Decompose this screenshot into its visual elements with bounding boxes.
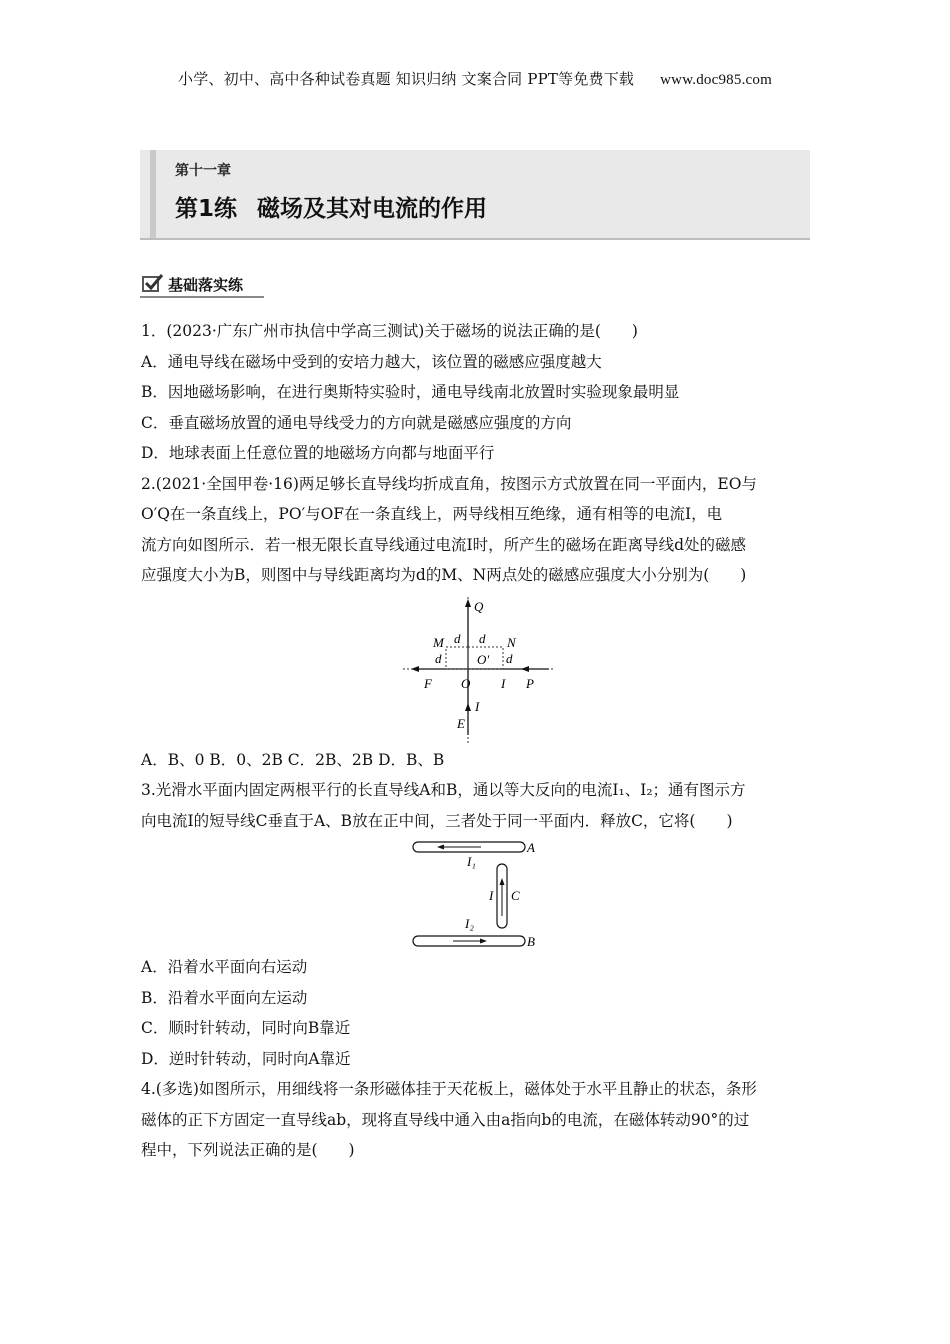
site-header-text: 小学、初中、高中各种试卷真题 知识归纳 文案合同 PPT等免费下载 [178,70,635,88]
q2-line-2: O′Q在一条直线上，PO′与OF在一条直线上，两导线相互绝缘，通有相等的电流I，电 [141,505,723,523]
q2-line-1: 2.(2021·全国甲卷·16)两足够长直导线均折成直角，按图示方式放置在同一平面内，EO与 [141,474,757,493]
label-m: M [433,634,444,650]
q2-figure [141,593,813,745]
label-i1: I₁ [467,854,476,869]
section-heading [140,272,264,298]
lesson-title [175,190,487,223]
q3-option-b: B．沿着水平面向左运动 [141,988,308,1007]
label-i-horizontal: I [501,675,506,691]
q3-line-2: 向电流I的短导线C垂直于A、B放在正中间，三者处于同一平面内．释放C，它将( ) [141,811,733,830]
lesson-name: 磁场及其对电流的作用 [257,196,488,222]
q3-option-a: A．沿着水平面向右运动 [141,958,308,976]
checkbox-check-icon [142,273,164,293]
label-i-vertical: I [475,698,480,714]
q2-line-3: 流方向如图所示．若一根无限长直导线通过电流I时，所产生的磁场在距离导线d处的磁感 [141,535,747,554]
label-f: F [424,675,432,691]
label-c: C [511,888,520,903]
site-header [0,68,950,89]
q2-line-4: 应强度大小为B，则图中与导线距离均为d的M、N两点处的磁感应强度大小分别为( ) [141,566,747,584]
label-i-short: I [489,888,494,903]
label-d-top-right: d [479,630,486,646]
q4-line-3: 程中，下列说法正确的是( ) [141,1141,355,1159]
q1-stem: 1．(2023·广东广州市执信中学高三测试)关于磁场的说法正确的是( ) [141,322,638,340]
chapter-banner [140,150,810,240]
chapter-label: 第十一章 [175,163,231,179]
banner-accent-bar [150,150,156,238]
label-q: Q [474,598,484,614]
q1-option-a: A．通电导线在磁场中受到的安培力越大，该位置的磁感应强度越大 [141,352,602,371]
q4-line-2: 磁体的正下方固定一直导线ab，现将直导线中通入由a指向b的电流，在磁体转动90°的过 [141,1110,750,1129]
label-d-top-left: d [454,630,461,646]
label-d-right: d [506,650,513,666]
label-b: B [527,934,535,949]
site-url[interactable]: www.doc985.com [660,72,772,88]
label-o: O [461,675,471,691]
q1-option-d: D．地球表面上任意位置的地磁场方向都与地面平行 [141,444,495,462]
q2-options: A．B、0 B．0、2B C．2B、2B D．B、B [141,750,445,769]
label-o-prime: O′ [477,651,490,667]
label-e: E [457,715,465,731]
label-p: P [526,675,534,691]
q3-line-1: 3.光滑水平面内固定两根平行的长直导线A和B，通以等大反向的电流I₁、I₂；通有图示方 [141,781,746,799]
label-i2: I₂ [465,916,474,931]
q2-wire-diagram [141,593,813,745]
question-content [141,316,813,1166]
label-d-left: d [435,650,442,666]
label-n: N [507,634,516,650]
q3-option-d: D．逆时针转动，同时向A靠近 [141,1049,351,1068]
label-a: A [527,840,535,855]
q3-figure [141,840,813,952]
q3-option-c: C．顺时针转动，同时向B靠近 [141,1019,351,1037]
q1-option-c: C．垂直磁场放置的通电导线受力的方向就是磁感应强度的方向 [141,413,572,432]
section-title: 基础落实练 [168,276,244,294]
q4-line-1: 4.(多选)如图所示，用细线将一条形磁体挂于天花板上，磁体处于水平且静止的状态，条形 [141,1080,757,1098]
lesson-number: 第1练 [175,196,238,222]
q1-option-b: B．因地磁场影响，在进行奥斯特实验时，通电导线南北放置时实验现象最明显 [141,383,680,401]
q3-parallel-wires-diagram [141,840,813,952]
